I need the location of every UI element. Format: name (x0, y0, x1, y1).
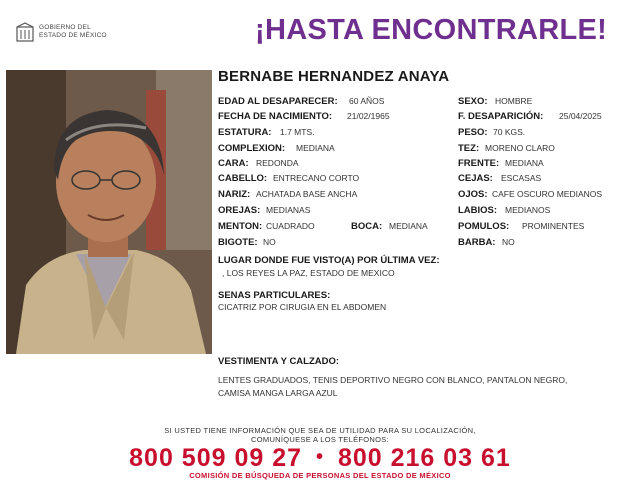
field-nariz (218, 189, 358, 200)
marks-label: SENAS PARTICULARES: (218, 290, 331, 301)
field-peso (458, 127, 526, 138)
field-label: BARBA: (458, 237, 496, 248)
field-label: TEZ: (458, 143, 480, 154)
field-label: FRENTE: (458, 158, 500, 169)
field-barba (458, 237, 515, 248)
field-tez (458, 143, 555, 154)
footer-note-1: SI USTED TIENE INFORMACIÓN QUE SEA DE UTILIDAD PARA SU LOCALIZACIÓN, (164, 426, 476, 435)
field-orejas (218, 205, 311, 216)
logo-text (39, 24, 107, 39)
field-value: MEDIANAS (266, 205, 311, 215)
field-ojos (458, 189, 603, 200)
field-cara (218, 158, 299, 169)
field-value: NO (263, 237, 276, 247)
field-cejas (458, 173, 542, 184)
coat-of-arms-icon (14, 22, 36, 44)
field-sexo (458, 96, 533, 107)
field-value: MEDIANOS (505, 205, 551, 215)
marks-value: CICATRIZ POR CIRUGIA EN EL ABDOMEN (218, 302, 387, 312)
field-value: PROMINENTES (522, 221, 585, 231)
field-complexion (218, 143, 335, 154)
phone-2[interactable]: 800 216 03 61 (337, 444, 511, 472)
portrait-illustration (6, 70, 212, 354)
field-pomulos (458, 221, 585, 232)
headline: ¡HASTA ENCONTRARLE! (255, 14, 608, 46)
field-label: POMULOS: (458, 221, 510, 232)
field-label: OJOS: (458, 189, 488, 200)
government-logo (14, 22, 124, 44)
clothing-line-1: LENTES GRADUADOS, TENIS DEPORTIVO NEGRO CON BLANCO, PANTALON NEGRO, (218, 375, 568, 385)
field-label: MENTON: (218, 221, 263, 232)
field-label: OREJAS: (218, 205, 261, 216)
field-label: FECHA DE NACIMIENTO: (218, 111, 332, 122)
field-value: 60 AÑOS (349, 96, 385, 106)
phone-separator: • (315, 446, 324, 468)
missing-person-photo (6, 70, 212, 354)
person-name: BERNABE HERNANDEZ ANAYA (218, 68, 450, 85)
field-frente (458, 158, 544, 169)
field-value: NO (502, 237, 515, 247)
logo-line-2: ESTADO DE MÉXICO (39, 31, 107, 39)
field-label: F. DESAPARICIÓN: (458, 111, 544, 122)
clothing-label: VESTIMENTA Y CALZADO: (218, 356, 340, 367)
field-boca (351, 221, 428, 232)
field-label: BOCA: (351, 221, 383, 232)
field-value: 25/04/2025 (559, 111, 602, 121)
field-label: ESTATURA: (218, 127, 272, 138)
field-label: LABIOS: (458, 205, 498, 216)
field-label: CARA: (218, 158, 249, 169)
field-estatura (218, 127, 315, 138)
field-value: 70 KGS. (493, 127, 526, 137)
phone-1[interactable]: 800 509 09 27 (129, 444, 303, 472)
field-value: 1.7 MTS. (280, 127, 315, 137)
field-menton (218, 221, 315, 232)
footer-note-2: COMUNÍQUESE A LOS TELÉFONOS: (251, 435, 389, 444)
field-bigote (218, 237, 276, 248)
field-value: MEDIANA (389, 221, 428, 231)
field-label: CEJAS: (458, 173, 493, 184)
field-value: CUADRADO (266, 221, 315, 231)
field-label: BIGOTE: (218, 237, 258, 248)
field-label: COMPLEXION: (218, 143, 286, 154)
phone-numbers (0, 444, 640, 473)
field-value: MEDIANA (296, 143, 335, 153)
field-value: ESCASAS (501, 173, 542, 183)
field-edad (218, 96, 385, 107)
last-seen-label: LUGAR DONDE FUE VISTO(A) POR ÚLTIMA VEZ: (218, 255, 440, 266)
commission-name: COMISIÓN DE BÚSQUEDA DE PERSONAS DEL ESTADO DE MÉXICO (189, 471, 451, 480)
clothing-line-2: CAMISA MANGA LARGA AZUL (218, 388, 338, 398)
field-label: NARIZ: (218, 189, 251, 200)
logo-line-1: GOBIERNO DEL (39, 24, 91, 31)
field-labios (458, 205, 551, 216)
field-desaparicion (458, 111, 602, 122)
field-value: HOMBRE (495, 96, 533, 106)
field-value: MORENO CLARO (485, 143, 555, 153)
field-value: ACHATADA BASE ANCHA (256, 189, 358, 199)
field-nacimiento (218, 111, 390, 122)
field-label: EDAD AL DESAPARECER: (218, 96, 338, 107)
field-label: CABELLO: (218, 173, 268, 184)
field-label: PESO: (458, 127, 488, 138)
field-cabello (218, 173, 360, 184)
field-label: SEXO: (458, 96, 488, 107)
field-value: MEDIANA (505, 158, 544, 168)
field-value: CAFE OSCURO MEDIANOS (492, 189, 603, 199)
field-value: ENTRECANO CORTO (273, 173, 360, 183)
field-value: 21/02/1965 (347, 111, 390, 121)
field-value: REDONDA (256, 158, 299, 168)
last-seen-value: , LOS REYES LA PAZ, ESTADO DE MEXICO (222, 268, 395, 278)
